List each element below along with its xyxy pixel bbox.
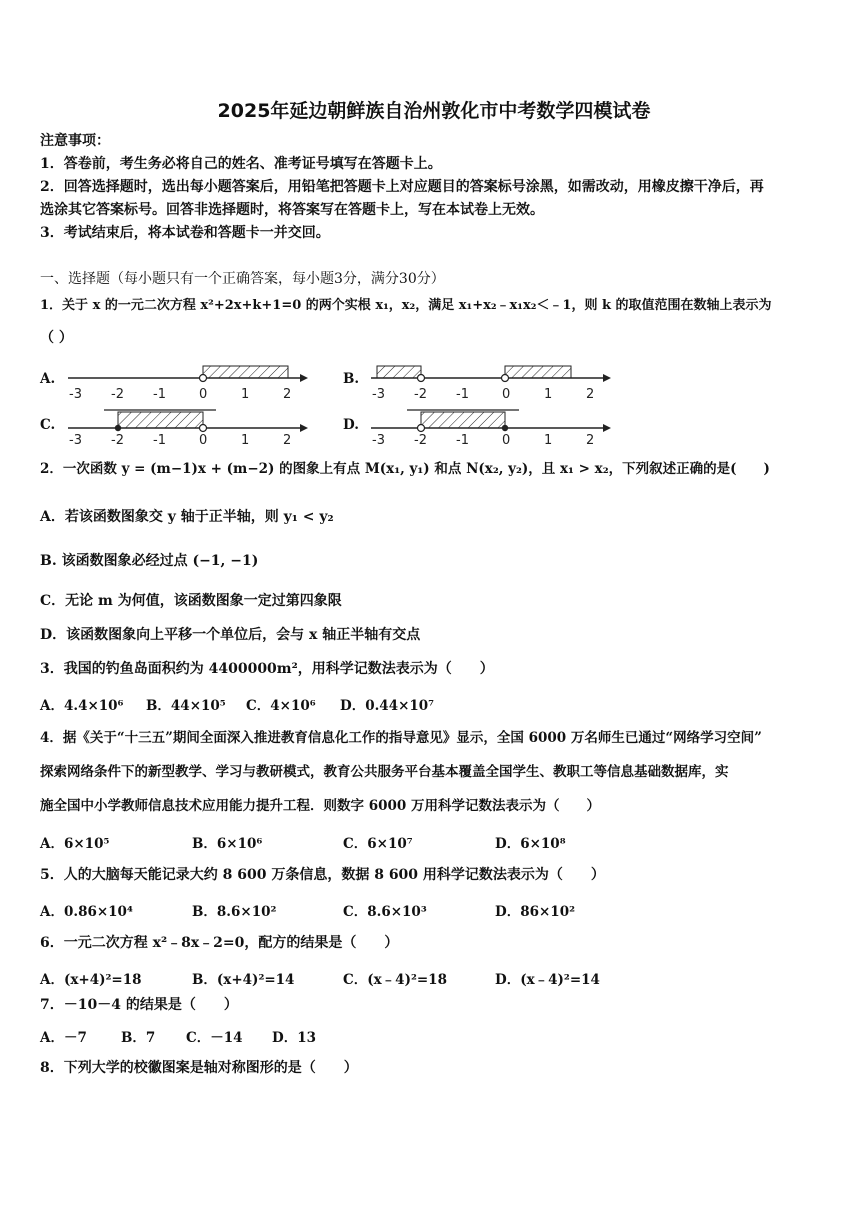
svg-text:1: 1 — [241, 433, 250, 448]
q1-stem: 1．关于 x 的一元二次方程 x²+2x+k+1=0 的两个实根 x₁，x₂，满足 x₁+x₂﹣x₁x₂＜﹣1，则 k 的取值范围在数轴上表示为 — [40, 298, 772, 313]
svg-text:2: 2 — [283, 433, 292, 448]
q1-number-line-a — [60, 358, 315, 404]
q6-option-c: C．(x﹣4)²=18 — [343, 972, 447, 988]
q7-option-b: B．7 — [121, 1030, 156, 1046]
q7-stem: 7．－10－4 的结果是（ ） — [40, 997, 238, 1013]
q7-option-c: C．－14 — [186, 1030, 243, 1046]
q6-option-a: A．(x+4)²=18 — [40, 972, 142, 988]
svg-text:-1: -1 — [153, 433, 166, 448]
q5-option-b: B．8.6×10² — [192, 904, 277, 920]
q3-option-b: B．44×10⁵ — [146, 698, 226, 714]
svg-text:0: 0 — [199, 387, 208, 402]
q4-option-b: B．6×10⁶ — [192, 836, 263, 852]
q7-option-a: A．－7 — [40, 1030, 87, 1046]
q6-option-b: B．(x+4)²=14 — [192, 972, 295, 988]
svg-text:1: 1 — [241, 387, 250, 402]
svg-text:1: 1 — [544, 387, 553, 402]
svg-text:-1: -1 — [153, 387, 166, 402]
q1-number-line-c — [60, 404, 315, 450]
q1-option-b-label: B. — [343, 371, 360, 387]
q2-option-b: B. 该函数图象必经过点 (−1, −1) — [40, 553, 259, 569]
q5-stem: 5．人的大脑每天能记录大约 8 600 万条信息，数据 8 600 用科学记数法表示为（ ） — [40, 867, 605, 883]
q1-option-a-label: A. — [40, 371, 56, 387]
svg-text:0: 0 — [199, 433, 208, 448]
note-1: 1．答卷前，考生务必将自己的姓名、准考证号填写在答题卡上。 — [40, 156, 442, 172]
q2-option-d: D．该函数图象向上平移一个单位后，会与 x 轴正半轴有交点 — [40, 627, 421, 643]
svg-text:2: 2 — [586, 387, 595, 402]
svg-text:0: 0 — [502, 387, 511, 402]
q4-line-3: 施全国中小学教师信息技术应用能力提升工程．则数字 6000 万用科学记数法表示为（ ） — [40, 798, 600, 814]
q4-line-2: 探索网络条件下的新型教学、学习与教研模式，教育公共服务平台基本覆盖全国学生、教职工等信息基础数据库，实 — [40, 764, 729, 780]
note-2-line-2: 选涂其它答案标号。回答非选择题时，将答案写在答题卡上，写在本试卷上无效。 — [40, 202, 544, 218]
svg-text:-1: -1 — [456, 433, 469, 448]
q2-stem: 2．一次函数 y = (m−1)x + (m−2) 的图象上有点 M(x₁, y₁) 和点 N(x₂, y₂)，且 x₁ > x₂，下列叙述正确的是( ) — [40, 461, 770, 477]
q5-option-d: D．86×10² — [495, 904, 576, 920]
note-3: 3．考试结束后，将本试卷和答题卡一并交回。 — [40, 225, 330, 241]
svg-text:0: 0 — [502, 433, 511, 448]
q4-option-d: D．6×10⁸ — [495, 836, 566, 852]
q2-option-c: C．无论 m 为何值，该函数图象一定过第四象限 — [40, 593, 342, 609]
svg-text:-2: -2 — [111, 387, 124, 402]
svg-text:-2: -2 — [111, 433, 124, 448]
svg-text:2: 2 — [586, 433, 595, 448]
svg-text:1: 1 — [544, 433, 553, 448]
section-heading: 一、选择题（每小题只有一个正确答案，每小题3分，满分30分） — [40, 271, 445, 287]
svg-text:-3: -3 — [69, 387, 82, 402]
q5-option-a: A．0.86×10⁴ — [40, 904, 133, 920]
q8-stem: 8．下列大学的校徽图案是轴对称图形的是（ ） — [40, 1060, 358, 1076]
q1-number-line-b — [363, 358, 618, 404]
q1-option-d-label: D. — [343, 417, 359, 433]
svg-text:-2: -2 — [414, 387, 427, 402]
q3-option-a: A．4.4×10⁶ — [40, 698, 124, 714]
svg-text:-1: -1 — [456, 387, 469, 402]
q4-option-a: A．6×10⁵ — [40, 836, 110, 852]
q4-option-c: C．6×10⁷ — [343, 836, 413, 852]
q4-line-1: 4．据《关于“十三五”期间全面深入推进教育信息化工作的指导意见》显示，全国 6000 万名师生已通过“网络学习空间” — [40, 730, 762, 746]
svg-text:-3: -3 — [372, 433, 385, 448]
q7-option-d: D．13 — [272, 1030, 316, 1046]
svg-text:-2: -2 — [414, 433, 427, 448]
q1-number-line-d — [363, 404, 618, 450]
svg-text:-3: -3 — [69, 433, 82, 448]
q3-option-c: C．4×10⁶ — [246, 698, 316, 714]
q6-stem: 6．一元二次方程 x²﹣8x﹣2=0，配方的结果是（ ） — [40, 935, 399, 951]
svg-text:-3: -3 — [372, 387, 385, 402]
q5-option-c: C．8.6×10³ — [343, 904, 427, 920]
notes-heading: 注意事项： — [40, 133, 110, 149]
svg-text:2: 2 — [283, 387, 292, 402]
q1-paren: （ ） — [40, 330, 73, 346]
note-2-line-1: 2．回答选择题时，选出每小题答案后，用铅笔把答题卡上对应题目的答案标号涂黑，如需改动，用橡皮擦干净后，再 — [40, 179, 764, 195]
q1-option-c-label: C. — [40, 417, 56, 433]
q2-option-a: A．若该函数图象交 y 轴于正半轴，则 y₁ < y₂ — [40, 509, 334, 525]
q3-stem: 3．我国的钓鱼岛面积约为 4400000m²，用科学记数法表示为（ ） — [40, 661, 494, 677]
q6-option-d: D．(x﹣4)²=14 — [495, 972, 600, 988]
q3-option-d: D．0.44×10⁷ — [340, 698, 435, 714]
exam-title: 2025年延边朝鲜族自治州敦化市中考数学四模试卷 — [217, 100, 651, 122]
